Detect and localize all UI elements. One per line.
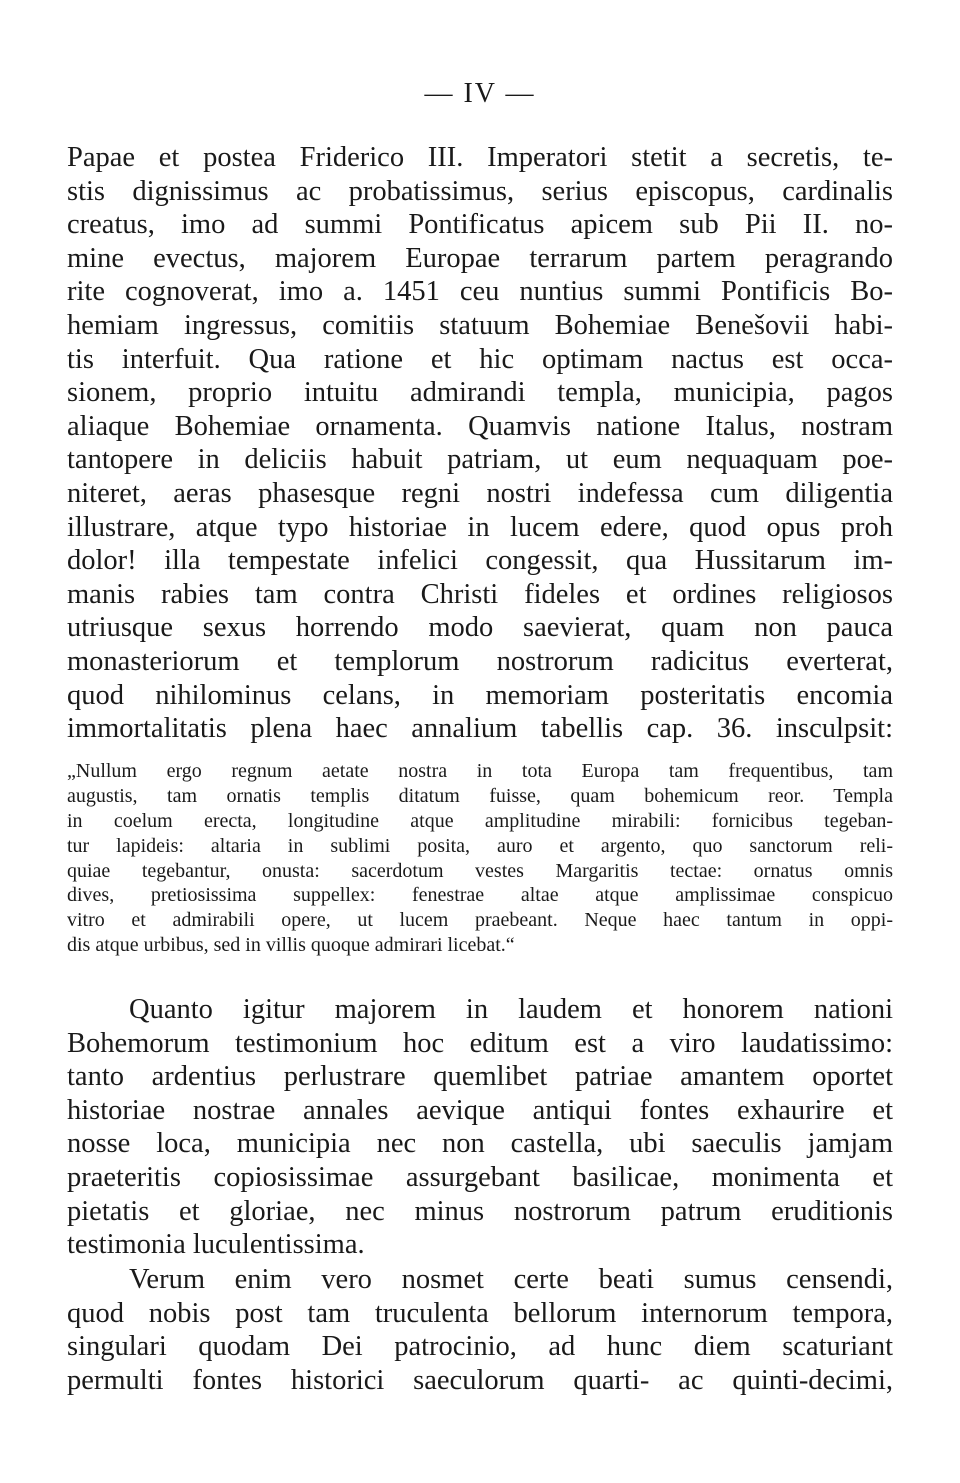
text-line: mine evectus, majorem Europae terrarum partem peragrando [67, 242, 893, 274]
text-line: Quanto igitur majorem in laudem et honorem nationi [129, 994, 893, 1025]
text-line: nosse loca, municipia nec non castella, ubi saeculis jamjam [67, 1128, 893, 1160]
page-number: — IV — [424, 78, 536, 109]
quote-line: vitro et admirabili opere, ut lucem praebeant. Neque haec tantum in oppi- [67, 909, 893, 932]
text-line: niteret, aeras phasesque regni nostri indefessa cum diligentia [67, 477, 893, 509]
quote-line: dis atque urbibus, sed in villis quoque admirari licebat.“ [67, 934, 515, 957]
quote-line: augustis, tam ornatis templis ditatum fuisse, quam bohemicum reor. Templa [67, 784, 893, 807]
text-line: dolor! illa tempestate infelici congessit, qua Hussitarum im- [67, 545, 893, 577]
quote-line: in coelum erecta, longitudine atque amplitudine mirabili: fornicibus tegeban- [67, 809, 893, 832]
text-line: sionem, proprio intuitu admirandi templa, municipia, pagos [67, 377, 893, 409]
block-quote [67, 759, 893, 958]
text-line: manis rabies tam contra Christi fideles et ordines religiosos [67, 578, 893, 610]
text-line: monasteriorum et templorum nostrorum radicitus everterat, [67, 645, 893, 677]
text-line: creatus, imo ad summi Pontificatus apicem sub Pii II. no- [67, 209, 893, 241]
text-line: utriusque sexus horrendo modo saevierat, quam non pauca [67, 612, 893, 644]
text-line: tanto ardentius perlustrare quemlibet patriae amantem oportet [67, 1061, 893, 1093]
quote-line: dives, pretiosissima suppellex: fenestrae altae atque amplissimae conspicuo [67, 884, 893, 907]
text-line: praeteritis copiosissimae assurgebant basilicae, monimenta et [67, 1161, 893, 1193]
text-line: stis dignissimus ac probatissimus, serius episcopus, cardinalis [67, 175, 893, 207]
text-line: Papae et postea Friderico III. Imperatori stetit a secretis, te- [67, 142, 893, 173]
quote-line: tur lapideis: altaria in sublimi posita, auro et argento, quo sanctorum reli- [67, 834, 893, 857]
quote-line: „Nullum ergo regnum aetate nostra in tota Europa tam frequentibus, tam [67, 760, 893, 782]
text-line: aliaque Bohemiae ornamenta. Quamvis natione Italus, nostram [67, 410, 893, 442]
paragraph-2 [67, 993, 893, 1262]
text-line: hemiam ingressus, comitiis statuum Bohemiae Benešovii habi- [67, 309, 893, 341]
text-line: testimonia luculentissima. [67, 1229, 365, 1261]
text-line: quod nobis post tam truculenta bellorum internorum tempora, [67, 1297, 893, 1329]
text-line: illustrare, atque typo historiae in lucem edere, quod opus proh [67, 511, 893, 543]
text-line: singulari quodam Dei patrocinio, ad hunc diem scaturiant [67, 1331, 893, 1363]
text-line: tis interfuit. Qua ratione et hic optimam nactus est occa- [67, 343, 893, 375]
text-line: pietatis et gloriae, nec minus nostrorum patrum eruditionis [67, 1195, 893, 1227]
paragraph-1 [67, 141, 893, 746]
text-line: permulti fontes historici saeculorum quarti- ac quinti-decimi, [67, 1364, 893, 1396]
text-line: rite cognoverat, imo a. 1451 ceu nuntius summi Pontificis Bo- [67, 276, 893, 308]
quote-line: quiae tegebantur, onusta: sacerdotum vestes Margaritis tectae: ornatus omnis [67, 859, 893, 882]
text-line: quod nihilominus celans, in memoriam posteritatis encomia [67, 679, 893, 711]
text-line: tantopere in deliciis habuit patriam, ut eum nequaquam poe- [67, 444, 893, 476]
paragraph-3 [67, 1263, 893, 1397]
text-line: Verum enim vero nosmet certe beati sumus censendi, [129, 1264, 893, 1295]
text-line: immortalitatis plena haec annalium tabellis cap. 36. insculpsit: [67, 713, 893, 745]
text-line: historiae nostrae annales aevique antiqui fontes exhaurire et [67, 1094, 893, 1126]
text-line: Bohemorum testimonium hoc editum est a viro laudatissimo: [67, 1027, 893, 1059]
